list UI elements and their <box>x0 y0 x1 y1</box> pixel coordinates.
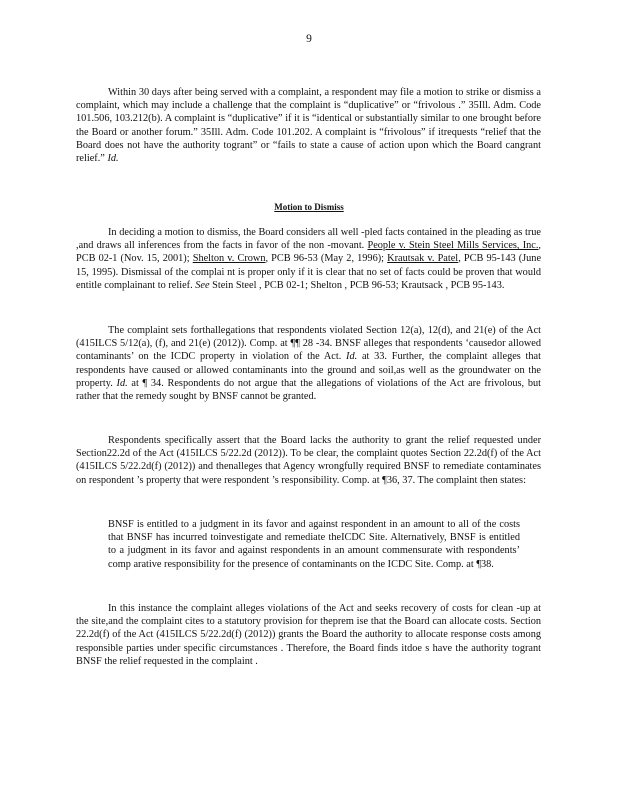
paragraph-text: at ¶ 34. Respondents do not argue that the allegations of violations of the Act are frivolous, but rather that the remedy sought by BNSF cannot be granted. <box>76 377 541 403</box>
paragraph-text: Stein Steel , PCB 02-1; Shelton , PCB 96-53; Krautsack , PCB 95-143. <box>209 279 505 291</box>
case-name: Krautsak v. Patel <box>387 253 459 265</box>
paragraph-text: at 33. Further, the complaint alleges that respondents have caused or allowed contaminants into the ground and soil,as well as the groundwater on the property. <box>76 351 541 389</box>
case-name: Shelton v. Crown <box>192 253 266 265</box>
section-heading: Motion to Dismiss <box>274 202 344 212</box>
page-number: 9 <box>306 33 312 45</box>
paragraph-board-finding <box>76 602 541 668</box>
paragraph-text: In this instance the complaint alleges violations of the Act and seeks recovery of costs for clean -up at the site,and the complaint cites to a statutory provision for theprem ise that the Board can allocate costs. Section 22.2d(f) of the Act (415ILCS 5/22.2d(f) (2012)) grants the Board the authority to allocate response costs among responsible parties under specific circumstances . Therefore, the Board finds itdoe s have the authority togrant BNSF the relief requested in the complaint . <box>76 603 541 667</box>
citation-id: Id. <box>107 153 119 165</box>
paragraph-standard-of-review <box>76 226 541 292</box>
paragraph-text: In deciding a motion to dismiss, the Board considers all well -pled facts contained in the pleading as true ,and draws all inferences from the facts in favor of the non -movant. <box>76 227 541 252</box>
paragraph-text: Within 30 days after being served with a complaint, a respondent may file a motion to strike or dismiss a complaint, which may include a challenge that the complaint is “duplicative” or “frivolous .” 35Ill. Adm. Code 101.506, 103.212(b). A complaint is “duplicative” if it is “identical or substantially similar to one brought before the Board or another forum.” 35Ill. Adm. Code 101.202. A complaint is “frivolous” if itrequests “relief that the Board does not have the authority togrant” or “fails to state a cause of action upon which the Board cangrant relief.” <box>76 87 541 165</box>
paragraph-text: , PCB 95-143 (June 15, 1995). Dismissal of the complai nt is proper only if it is clear that no set of facts could be proven that would entitle complainant to relief. <box>76 253 542 291</box>
paragraph-text: , PCB 96-53 (May 2, 1996); <box>265 253 388 265</box>
paragraph-text: The complaint sets forthallegations that respondents violated Section 12(a), 12(d), and 21(e) of the Act (415ILCS 5/12(a), (f), and 21(e) (2012)). Comp. at ¶¶ 28 -34. BNSF alleges that respondents ‘causedor allowed contaminants’ on the ICDC property in violation of the Act. <box>76 325 541 363</box>
citation-id: Id. <box>346 351 358 363</box>
paragraph-complaint-allegations <box>76 324 541 403</box>
paragraph-text: Respondents specifically assert that the Board lacks the authority to grant the relief requested under Section22.2d of the Act (415ILCS 5/22.2d (2012)). To be clear, the complaint quotes Section 22.2d(f) of the Act (415ILCS 5/22.2d(f) (2012)) and thenalleges that Agency wrongfully required BNSF to remediate contaminates on respondent ’s property that were respondent ’s responsibility. Comp. at ¶36, 37. The complaint then states: <box>76 435 541 486</box>
paragraph-respondents-assert <box>76 434 541 487</box>
block-quote: BNSF is entitled to a judgment in its favor and against respondent in an amount to all of the costs that BNSF has incurred toinvestigate and remediate theICDC Site. Alternatively, BNSF is entitled to a judgment in its favor and against respondents in an amount commensurate with respondents’ comp arative responsibility for the presence of contaminants on the ICDC Site. Comp. at ¶38. <box>108 519 520 570</box>
case-name: People v. Stein Steel Mills Services, Inc. <box>367 240 539 252</box>
paragraph-duplicative-frivolous <box>76 86 541 165</box>
citation-id: Id. <box>116 377 128 389</box>
citation-signal: See <box>195 279 210 291</box>
paragraph-text: , PCB 02-1 (Nov. 15, 2001); <box>76 240 541 265</box>
